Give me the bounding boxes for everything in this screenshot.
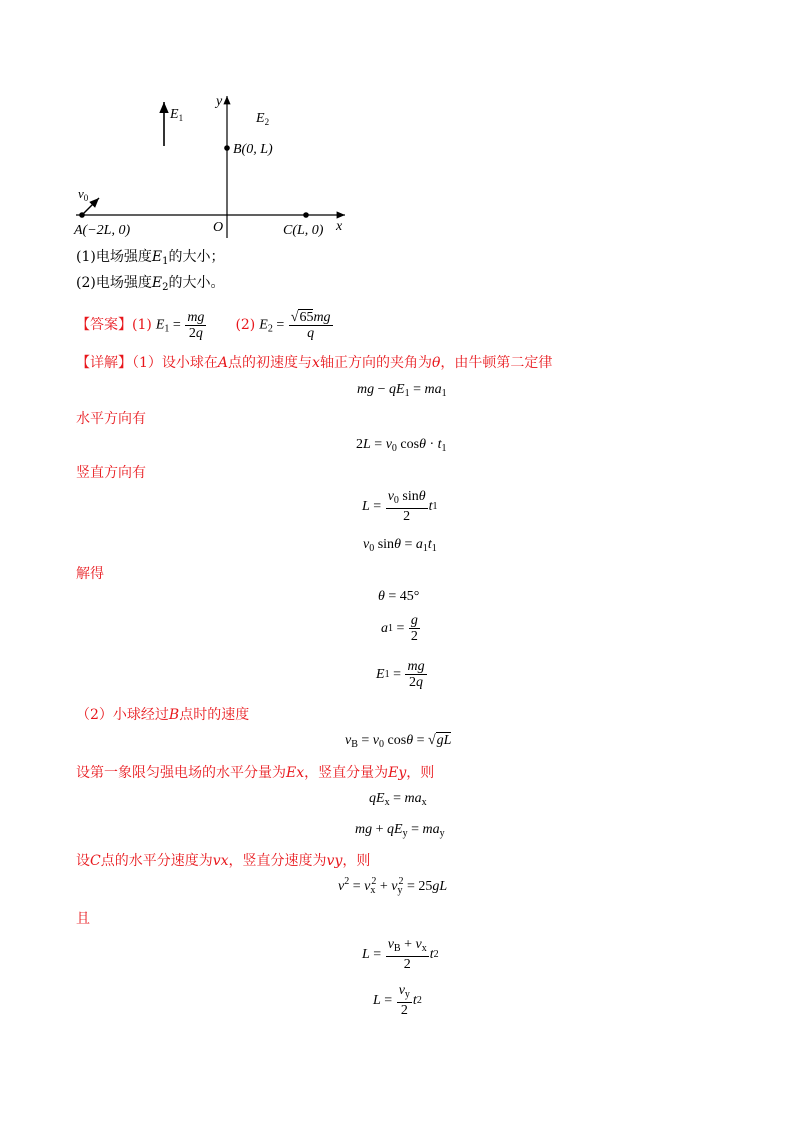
detail-intro: 【详解】（1）设小球在A点的初速度与x轴正方向的夹角为θ，由牛顿第二定律 — [76, 355, 553, 371]
equation-7: E 1 = $\frac{mg}{2q}$ — [376, 659, 425, 690]
answer-line: 【答案】 (1) $E_1$ = $\frac{mg}{2q}$ (2) $E_2$ = $\frac{√65mg}{q}$ — [76, 309, 331, 341]
point-c — [303, 212, 309, 218]
equation-6: a 1 = $\frac{g}{2}$ — [381, 613, 418, 644]
point-b-label: B(0, L) — [233, 142, 273, 157]
e2-label: $E_2$ — [256, 111, 270, 127]
solve-label: 解得 — [76, 566, 104, 582]
question-1: (1)电场强度$E_1$的大小； — [76, 249, 225, 267]
equation-5: θ = 45° — [378, 589, 420, 604]
horizontal-label: 水平方向有 — [76, 411, 146, 427]
part2-intro: （2）小球经过B点时的速度 — [76, 707, 250, 723]
equation-1: mg − $qE_1 = ma_1$ — [357, 382, 447, 399]
c-velocity-intro: 设C点的水平分速度为vx，竖直分速度为vy，则 — [76, 853, 371, 869]
question-2: (2)电场强度$E_2$的大小。 — [76, 275, 225, 293]
point-c-label: C(L, 0) — [283, 223, 324, 238]
equation-2: $2L = v_0$ $\cos\theta \cdot t_1$ — [356, 437, 447, 454]
and-label: 且 — [76, 911, 90, 927]
equation-4: $v_0$ $\sin\theta = a_1t_1$ — [363, 537, 437, 554]
equation-l1: L = $\frac{v_B + v_x}{2}$ t 2 — [362, 937, 439, 972]
vertical-label: 竖直方向有 — [76, 465, 146, 481]
field-components-intro: 设第一象限匀强电场的水平分量为Ex，竖直分量为Ey，则 — [76, 765, 435, 781]
point-a-label: A(−2L, 0) — [74, 223, 131, 238]
e1-label: $E_1$ — [170, 107, 184, 123]
equation-mg-qey: mg + $qE_y = ma_y$ — [355, 822, 445, 839]
equation-qex: $qE_x = ma_x$ — [369, 791, 427, 808]
equation-3: L = $\frac{v_0 \sin\theta}{2}$ t 1 — [362, 489, 438, 524]
point-b — [224, 145, 230, 151]
answer-tag: 【答案】 — [76, 317, 132, 333]
origin-label: O — [213, 220, 224, 235]
equation-l2: L = $\frac{v_y}{2}$ t 2 — [373, 983, 422, 1018]
x-axis-label: x — [336, 219, 343, 234]
equation-vb: $v_B = v_0$ cosθ = √gL — [345, 733, 452, 750]
coordinate-figure — [70, 90, 360, 240]
detail-tag: 【详解】 — [76, 355, 132, 371]
v0-label: $v_0$ — [78, 186, 89, 203]
y-axis-label: y — [216, 94, 223, 109]
equation-v2: $v^2 = v_x^2 + v_y^2 = 25gL$ — [338, 876, 448, 896]
